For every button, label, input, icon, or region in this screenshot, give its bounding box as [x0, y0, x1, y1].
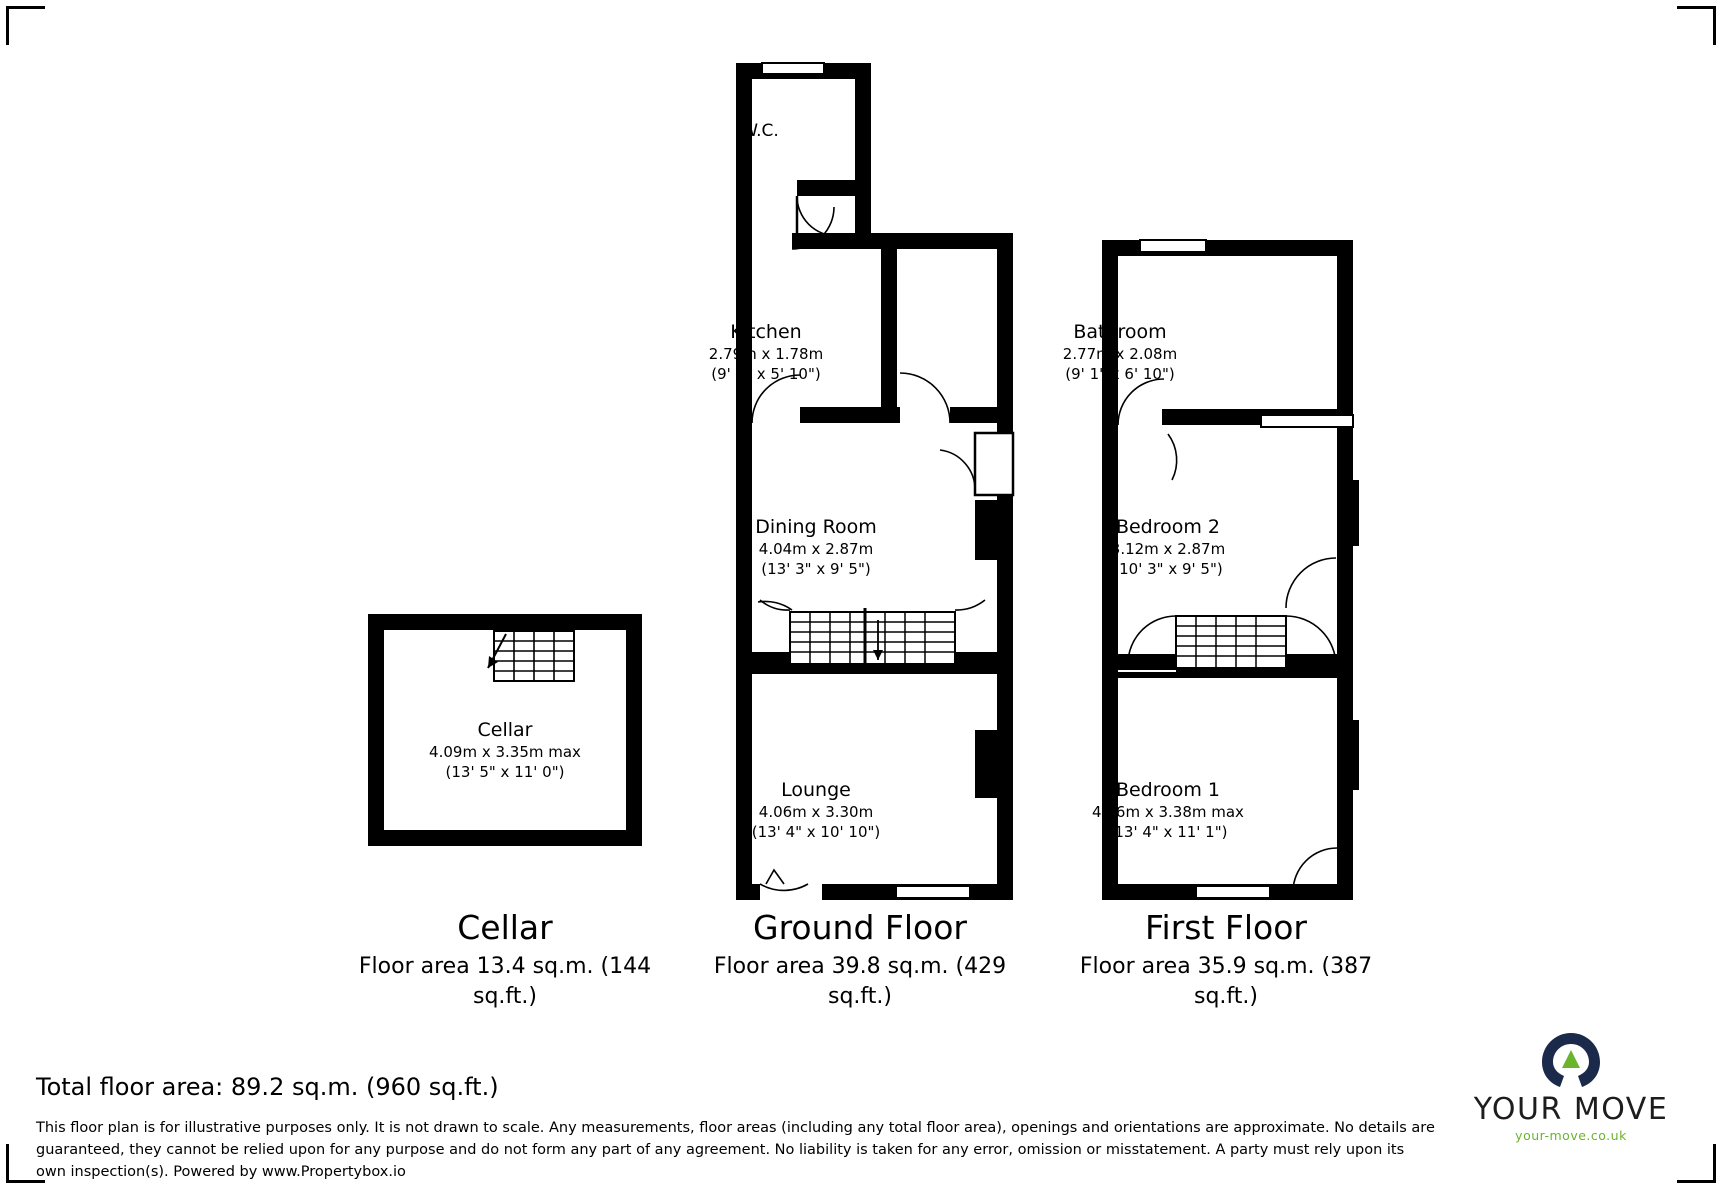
room-label-cellar: [395, 718, 615, 783]
room-label-bathroom: [1010, 320, 1230, 385]
room-dimensions-metric: 4.06m x 3.38m max: [1092, 803, 1244, 822]
room-dimensions-metric: 4.06m x 3.30m: [758, 803, 874, 822]
room-label-bedroom-1: [1058, 778, 1278, 843]
floor-title-first: First Floor: [1144, 908, 1308, 947]
room-name: Kitchen: [730, 321, 802, 343]
room-name: Lounge: [781, 779, 851, 801]
room-label-lounge: [706, 778, 926, 843]
room-dimensions-imperial: (9' 1" x 6' 10"): [1065, 364, 1175, 383]
floor-area-first: Floor area 35.9 sq.m. (387 sq.ft.): [1079, 954, 1373, 1009]
room-name: Dining Room: [755, 516, 877, 538]
ground-floor-plan: [736, 63, 1013, 900]
room-dimensions-metric: 3.12m x 2.87m: [1110, 540, 1226, 559]
floor-area-cellar: Floor area 13.4 sq.m. (144 sq.ft.): [358, 954, 652, 1009]
brand-name: YOUR MOVE: [1473, 1092, 1669, 1127]
room-dimensions-metric: 2.79m x 1.78m: [708, 345, 824, 364]
room-label-wc: [700, 120, 820, 142]
room-dimensions-metric: 4.09m x 3.35m max: [429, 743, 581, 762]
room-dimensions-imperial: (13' 3" x 9' 5"): [761, 559, 871, 578]
room-dimensions-imperial: (13' 4" x 11' 1"): [1108, 822, 1228, 841]
your-move-mark-icon: [1538, 1030, 1604, 1090]
room-label-dining-room: [706, 515, 926, 580]
cellar-staircase: [488, 631, 574, 681]
room-dimensions-imperial: (13' 4" x 10' 10"): [751, 822, 881, 841]
room-dimensions-imperial: (10' 3" x 9' 5"): [1113, 559, 1223, 578]
floor-title-ground: Ground Floor: [753, 908, 967, 947]
room-name: Bedroom 2: [1115, 516, 1221, 538]
room-name: Bedroom 1: [1115, 779, 1221, 801]
room-label-kitchen: [656, 320, 876, 385]
room-name: Bathroom: [1073, 321, 1167, 343]
floor-area-ground: Floor area 39.8 sq.m. (429 sq.ft.): [713, 954, 1007, 1009]
total-floor-area: Total floor area: 89.2 sq.m. (960 sq.ft.): [36, 1073, 499, 1101]
room-dimensions-imperial: (9' 2" x 5' 10"): [711, 364, 821, 383]
room-name: Cellar: [477, 719, 533, 741]
floor-title-cellar: Cellar: [457, 908, 553, 947]
disclaimer-text: This floor plan is for illustrative purposes only. It is not drawn to scale. Any measurements, floor areas (including any total floor area), openings and orientations are approximate. No details are guaranteed, they cannot be relied upon for any purpose and do not form any part of any agreement. No liability is taken for any error, omission or misstatement. A party must rely upon its own inspection(s). Powered by www.Propertybox.io: [36, 1120, 1435, 1180]
room-dimensions-imperial: (13' 5" x 11' 0"): [445, 762, 565, 781]
room-dimensions-metric: 4.04m x 2.87m: [758, 540, 874, 559]
room-label-bedroom-2: [1058, 515, 1278, 580]
brand-url: your-move.co.uk: [1515, 1128, 1627, 1143]
room-name: W.C.: [741, 121, 779, 141]
your-move-logo: [1446, 1030, 1696, 1143]
room-dimensions-metric: 2.77m x 2.08m: [1062, 345, 1178, 364]
